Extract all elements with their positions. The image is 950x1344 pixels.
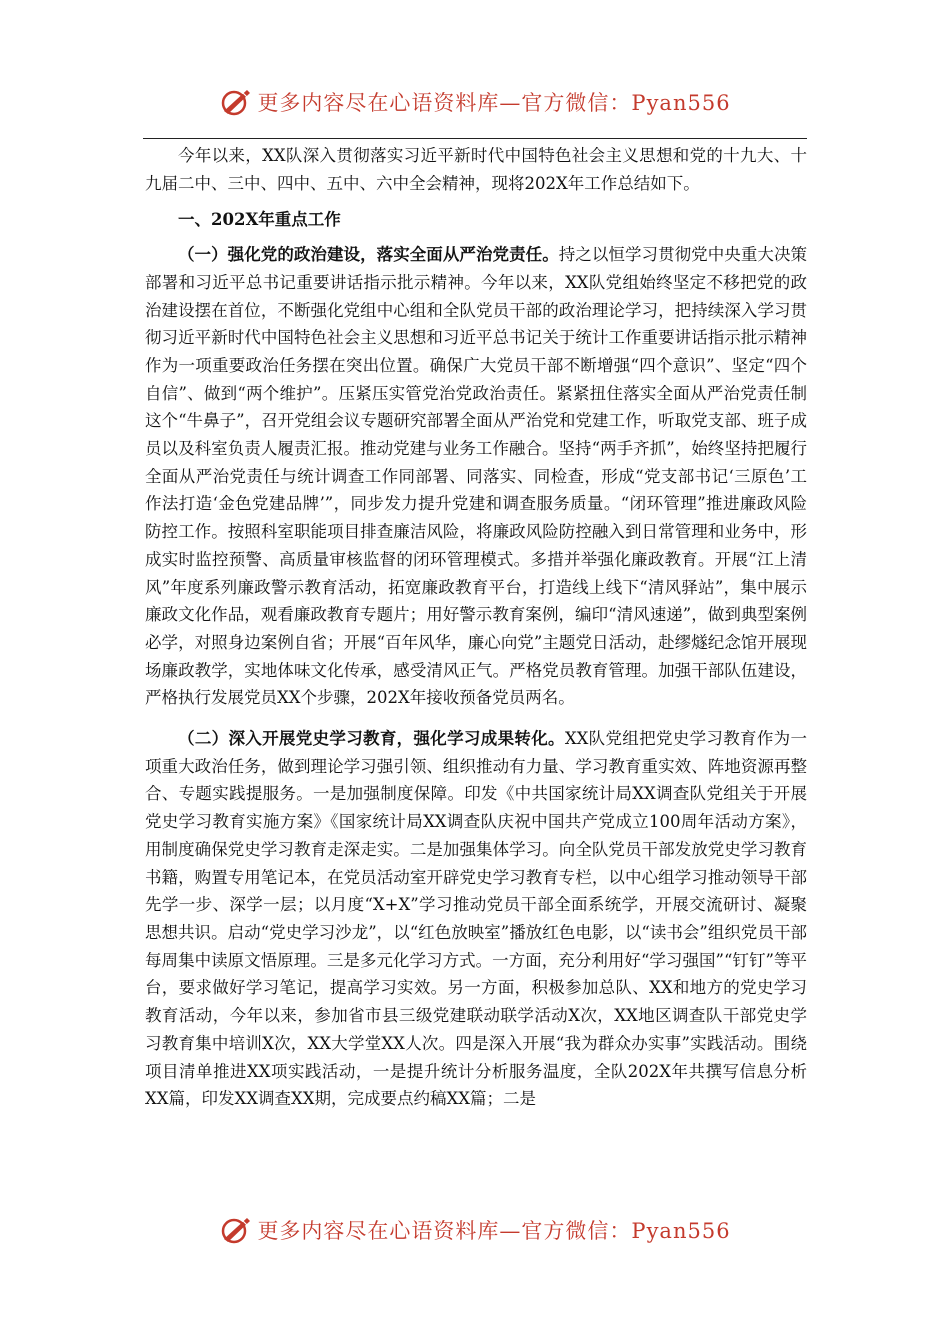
- document-body: [145, 142, 807, 1113]
- footer-banner: [0, 1210, 950, 1250]
- header-divider: [143, 138, 807, 139]
- banner-text: 更多内容尽在心语资料库—官方微信：Pyan556: [257, 1219, 731, 1243]
- item-2-title: （二）深入开展党史学习教育，强化学习成果转化。: [178, 729, 565, 749]
- banner-text: 更多内容尽在心语资料库—官方微信：Pyan556: [257, 91, 731, 115]
- item-1-title: （一）强化党的政治建设，落实全面从严治党责任。: [178, 245, 559, 265]
- paragraph-item-2: [145, 725, 807, 1113]
- header-banner: [0, 82, 950, 122]
- intro-paragraph: 今年以来，XX队深入贯彻落实习近平新时代中国特色社会主义思想和党的十九大、十九届二中、三中、四中、五中、六中全会精神，现将202X年工作总结如下。: [145, 146, 807, 193]
- pen-circle-logo-icon: [219, 85, 253, 119]
- paragraph-item-1: [145, 241, 807, 712]
- item-1-body: 持之以恒学习贯彻党中央重大决策部署和习近平总书记重要讲话指示批示精神。今年以来，XX队党组始终坚定不移把党的政治建设摆在首位，不断强化党组中心组和全队党员干部的政治理论学习，把持续深入学习贯彻习近平新时代中国特色社会主义思想和习近平总书记关于统计工作重要讲话指示批示精神作为一项重要政治任务摆在突出位置。确保广大党员干部不断增强“四个意识”、坚定“四个自信”、做到“两个维护”。压紧压实管党治党政治责任。紧紧扭住落实全面从严治党责任制这个“牛鼻子”，召开党组会议专题研究部署全面从严治党和党建工作，听取党支部、班子成员以及科室负责人履责汇报。推动党建与业务工作融合。坚持“两手齐抓”，始终坚持把履行全面从严治党责任与统计调查工作同部署、同落实、同检查，形成“党支部书记‘三原色’工作法打造‘金色党建品牌’”，同步发力提升党建和调查服务质量。“闭环管理”推进廉政风险防控工作。按照科室职能项目排查廉洁风险，将廉政风险防控融入到日常管理和业务中，形成实时监控预警、高质量审核监督的闭环管理模式。多措并举强化廉政教育。开展“江上清风”年度系列廉政警示教育活动，拓宽廉政教育平台，打造线上线下“清风驿站”，集中展示廉政文化作品，观看廉政教育专题片；用好警示教育案例，编印“清风速递”，做到典型案例必学，对照身边案例自省；开展“百年风华，廉心向党”主题党日活动，赴缪燧纪念馆开展现场廉政教学，实地体味文化传承，感受清风正气。严格党员教育管理。加强干部队伍建设，严格执行发展党员XX个步骤，202X年接收预备党员两名。: [145, 245, 808, 708]
- pen-circle-logo-icon: [219, 1213, 253, 1247]
- section-heading: 一、202X年重点工作: [178, 210, 341, 230]
- item-2-body: XX队党组把党史学习教育作为一项重大政治任务，做到理论学习强引领、组织推动有力量、学习教育重实效、阵地资源再整合、专题实践提服务。一是加强制度保障。印发《中共国家统计局XX调查队党组关于开展党史学习教育实施方案》《国家统计局XX调查队庆祝中国共产党成立100周年活动方案》，用制度确保党史学习教育走深走实。二是加强集体学习。向全队党员干部发放党史学习教育书籍，购置专用笔记本，在党员活动室开辟党史学习教育专栏，以中心组学习推动领导干部先学一步、深学一层；以月度“X+X”学习推动党员干部全面系统学，开展交流研讨、凝聚思想共识。启动“党史学习沙龙”，以“红色放映室”播放红色电影，以“读书会”组织党员干部每周集中读原文悟原理。三是多元化学习方式。一方面，充分利用好“学习强国”“钉钉”等平台，要求做好学习笔记，提高学习实效。另一方面，积极参加总队、XX和地方的党史学习教育活动，今年以来，参加省市县三级党建联动联学活动X次，XX地区调查队干部党史学习教育集中培训X次，XX大学堂XX人次。四是深入开展“我为群众办实事”实践活动。围绕项目清单推进XX项实践活动，一是提升统计分析服务温度，全队202X年共撰写信息分析XX篇，印发XX调查XX期，完成要点约稿XX篇；二是: [145, 729, 808, 1109]
